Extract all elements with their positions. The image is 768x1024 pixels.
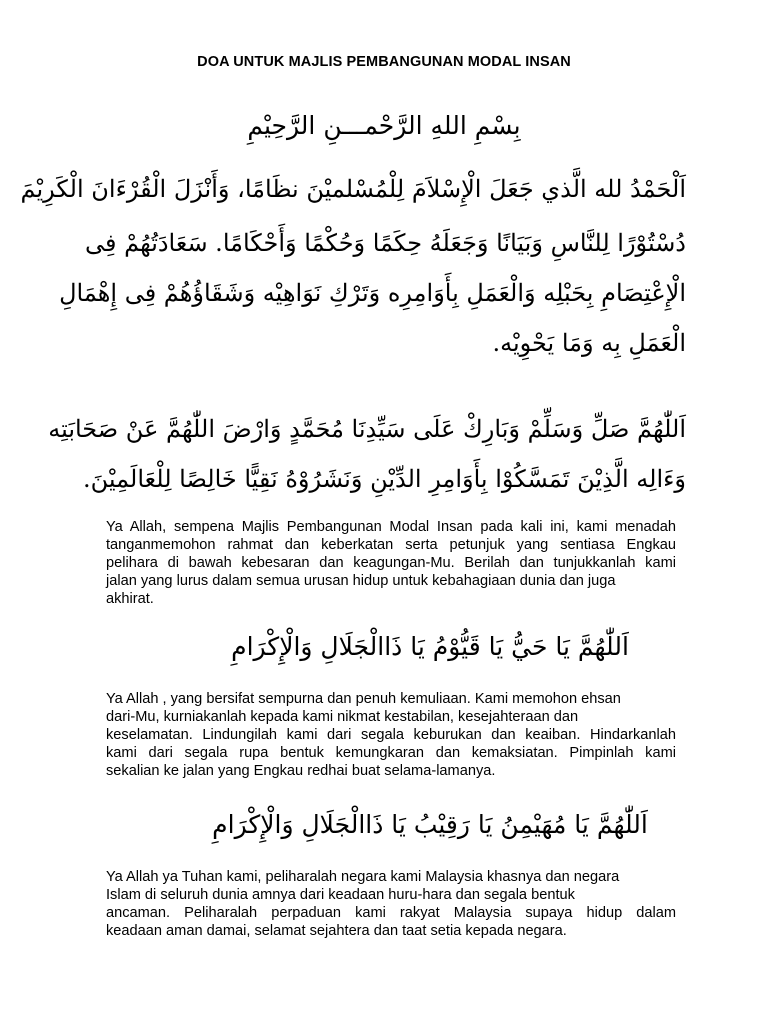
invocation-2: اَللّٰهُمَّ يَا مُهَيْمِنُ يَا رَقِيْبُ يَا ذَاالْجَلَالِ وَالْإِكْرَامِ <box>212 810 648 839</box>
basmalah: بِسْمِ اللهِ الرَّحْمـــنِ الرَّحِيْمِ <box>247 111 521 140</box>
opening-line: اَلْحَمْدُ لله الَّذي جَعَلَ الْإِسْلاَمَ لِلْمُسْلميْنَ نظَامًا، وَأَنْزَلَ الْقُرْءَانَ الْكَرِيْمَ <box>20 175 686 203</box>
opening-line: الْعَمَلِ بِه وَمَا يَحْوِيْه. <box>492 329 686 357</box>
salawat-line: اَللّٰهُمَّ صَلِّ وَسَلِّمْ وَبَارِكْ عَلَى سَيِّدِنَا مُحَمَّدٍ وَارْضَ اللّٰهُمَّ عَنْ صَحَابَتِه <box>48 415 686 443</box>
paragraph-line: keselamatan. Lindungilah kami dari segala keburukan dan keaiban. Hindarkanlah <box>106 727 676 743</box>
paragraph-line: akhirat. <box>106 591 154 607</box>
paragraph-line: tanganmemohon rahmat dan keberkatan serta petunjuk yang sentiasa Engkau <box>106 537 676 553</box>
paragraph-line: Ya Allah , yang bersifat sempurna dan penuh kemuliaan. Kami memohon ehsan <box>106 691 621 707</box>
paragraph-line: Ya Allah, sempena Majlis Pembangunan Modal Insan pada kali ini, kami menadah <box>106 519 676 535</box>
opening-line: الْإِعْتِصَامِ بِحَبْلِه وَالْعَمَلِ بِأَوَامِرِه وَتَرْكِ نَوَاهِيْه وَشَقَاؤُهُمْ فِى إِهْمَالِ <box>59 279 686 307</box>
paragraph-line: jalan yang lurus dalam semua urusan hidup untuk kebahagiaan dunia dan juga <box>106 573 616 589</box>
paragraph-line: Ya Allah ya Tuhan kami, peliharalah negara kami Malaysia khasnya dan negara <box>106 869 620 885</box>
paragraph-line: keadaan aman damai, selamat sejahtera dan taat setia kepada negara. <box>106 923 567 939</box>
paragraph-2 <box>106 690 676 780</box>
paragraph-line: pelihara di bawah kebesaran dan keagungan-Mu. Berilah dan tunjukkanlah kami <box>106 555 676 571</box>
paragraph-line: dari-Mu, kurniakanlah kepada kami nikmat kestabilan, kesejahteraan dan <box>106 709 579 725</box>
paragraph-line: ancaman. Peliharalah perpaduan kami rakyat Malaysia supaya hidup dalam <box>106 905 676 921</box>
paragraph-1 <box>106 518 676 608</box>
opening-line: دُسْتُوْرًا لِلنَّاسِ وَبَيَانًا وَجَعَلَهُ حِكَمًا وَحُكْمًا وَأَحْكَامًا. سَعَادَتُهُمْ فِى <box>85 229 686 257</box>
paragraph-line: sekalian ke jalan yang Engkau redhai buat selama-lamanya. <box>106 763 496 779</box>
paragraph-3 <box>106 868 676 940</box>
invocation-1: اَللّٰهُمَّ يَا حَيُّ يَا قَيُّوْمُ يَا ذَاالْجَلَالِ وَالْإِكْرَامِ <box>231 632 629 661</box>
salawat-line: وَءَالِه الَّذِيْنَ تَمَسَّكُوْا بِأَوَامِرِ الدِّيْنِ وَنَشَرُوْهُ نَقِيًّا خَالِصًا لِلْعَالَمِيْنَ. <box>83 465 686 493</box>
paragraph-line: kami dari segala rupa bentuk kemungkaran dan kemaksiatan. Pimpinlah kami <box>106 745 676 761</box>
paragraph-line: Islam di seluruh dunia amnya dari keadaan huru-hara dan segala bentuk <box>106 887 575 903</box>
document-title: DOA UNTUK MAJLIS PEMBANGUNAN MODAL INSAN <box>197 54 571 70</box>
